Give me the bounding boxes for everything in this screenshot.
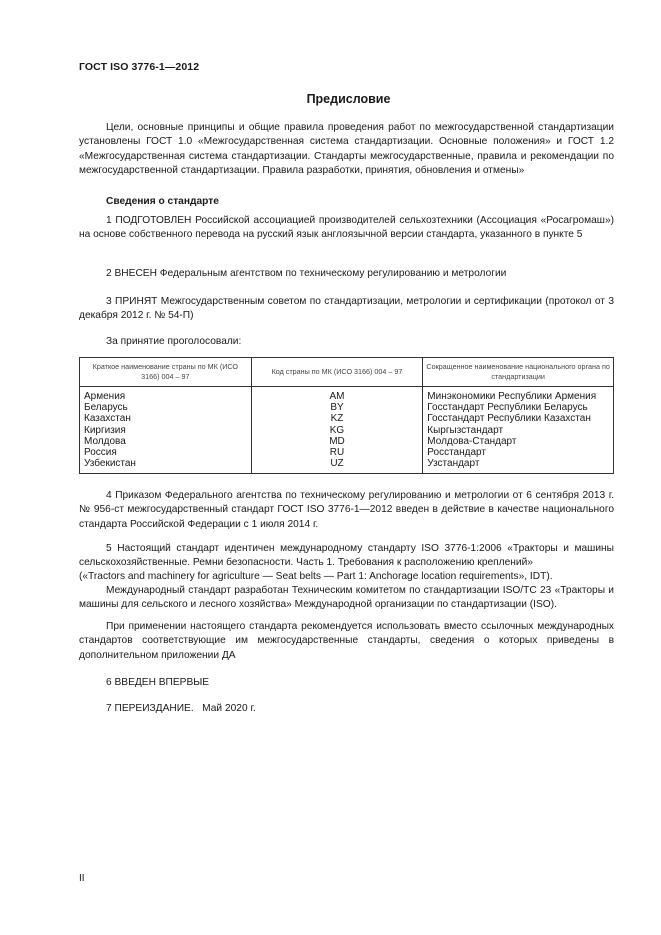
code-cell: UZ	[251, 458, 423, 474]
body-cell: Госстандарт Республики Беларусь	[423, 402, 614, 413]
item-4: 4 Приказом Федерального агентства по техническому регулированию и метрологии от 6 сентября 2013 г. № 956-ст межгосударственный стандарт ГОСТ ISO 3776-1—2012 введен в действие в качестве национального стандарта Российской Федерации с 1 июля 2014 г.	[79, 490, 614, 530]
header-country: Краткое наименование страны по МК (ИСО 3166) 004 – 97	[80, 358, 252, 387]
body-cell: Узстандарт	[423, 458, 614, 474]
country-cell: Россия	[80, 447, 252, 458]
body-cell: Росстандарт	[423, 447, 614, 458]
code-cell: KG	[251, 425, 423, 436]
header-code: Код страны по МК (ИСО 3166) 004 – 97	[251, 358, 423, 387]
page-number: II	[79, 873, 85, 884]
code-cell: RU	[251, 447, 423, 458]
table-row	[80, 458, 614, 474]
page-title: Предисловие	[306, 92, 391, 106]
table-row	[80, 413, 614, 424]
country-cell: Казахстан	[80, 413, 252, 424]
code-cell: KZ	[251, 413, 423, 424]
country-cell: Армения	[80, 387, 252, 403]
item-5: 5 Настоящий стандарт идентичен международному стандарту ISO 3776-1:2006 «Тракторы и машины сельскохозяйственные. Ремни безопасности. Часть 1. Требования к расположению креплений»	[79, 543, 614, 569]
country-cell: Киргизия	[80, 425, 252, 436]
item-5-english-title: («Tractors and machinery for agriculture — Seat belts — Part 1: Anchorage location requirements», IDT).	[79, 571, 553, 582]
intro-paragraph: Цели, основные принципы и общие правила проведения работ по межгосударственной стандартизации установлены ГОСТ 1.0 «Межгосударственная система стандартизации. Основные положения» и ГОСТ 1.2 «Межгосударственная система стандартизации. Стандарты межгосударственные, правила и рекомендации по межгосударственной стандартизации. Правила разработки, принятия, обновления и отмены»	[79, 122, 614, 176]
vote-label: За принятие проголосовали:	[106, 336, 242, 347]
item-5-committee: Международный стандарт разработан Техническим комитетом по стандартизации ISO/TC 23 «Тракторы и машины для сельского и лесного хозяйства» Международной организации по стандартизации (ISO).	[79, 585, 614, 611]
body-cell: Молдова-Стандарт	[423, 436, 614, 447]
body-cell: Госстандарт Республики Казахстан	[423, 413, 614, 424]
document-header: ГОСТ ISO 3776-1—2012	[79, 61, 200, 73]
table-row	[80, 447, 614, 458]
table-row	[80, 436, 614, 447]
item-7: 7 ПЕРЕИЗДАНИЕ. Май 2020 г.	[106, 703, 256, 714]
item-1: 1 ПОДГОТОВЛЕН Российской ассоциацией производителей сельхозтехники (Ассоциация «Росагромаш») на основе собственного перевода на русский язык англоязычной версии стандарта, указанного в пункте 5	[79, 215, 614, 241]
country-cell: Беларусь	[80, 402, 252, 413]
body-cell: Кыргызстандарт	[423, 425, 614, 436]
section-heading: Сведения о стандарте	[106, 196, 219, 207]
country-cell: Молдова	[80, 436, 252, 447]
item-2: 2 ВНЕСЕН Федеральным агентством по техническому регулированию и метрологии	[106, 268, 507, 279]
table-row	[80, 387, 614, 403]
table-row	[80, 402, 614, 413]
countries-table	[79, 357, 614, 474]
code-cell: BY	[251, 402, 423, 413]
body-cell: Минэкономики Республики Армения	[423, 387, 614, 403]
country-cell: Узбекистан	[80, 458, 252, 474]
table-row	[80, 425, 614, 436]
code-cell: AM	[251, 387, 423, 403]
item-6: 6 ВВЕДЕН ВПЕРВЫЕ	[106, 677, 210, 688]
item-3: 3 ПРИНЯТ Межгосударственным советом по стандартизации, метрологии и сертификации (протокол от 3 декабря 2012 г. № 54-П)	[79, 296, 614, 322]
item-5-references: При применении настоящего стандарта рекомендуется использовать вместо ссылочных международных стандартов соответствующие им межгосударственные стандарты, сведения о которых приведены в дополнительном приложении ДА	[79, 621, 614, 661]
header-body: Сокращенное наименование национального органа по стандартизации	[423, 358, 614, 387]
code-cell: MD	[251, 436, 423, 447]
table-header-row	[80, 358, 614, 387]
